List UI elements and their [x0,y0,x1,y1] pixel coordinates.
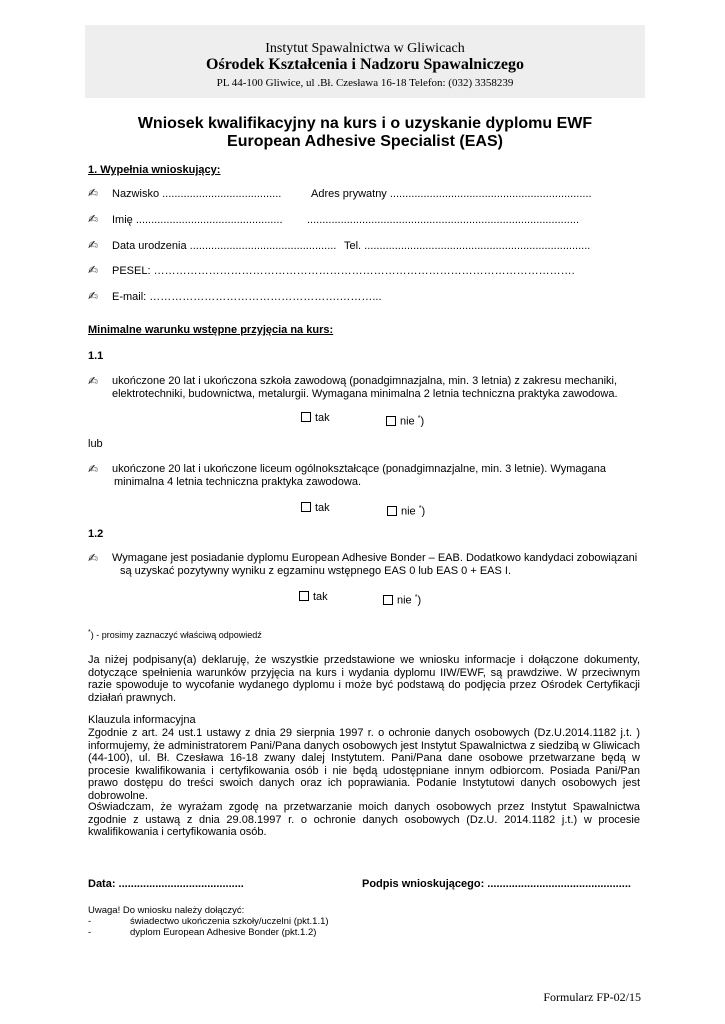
attachment-item-2: dyplom European Adhesive Bonder (pkt.1.2) [130,927,317,938]
address-continuation-field[interactable]: ......................................................................................... [307,214,579,226]
option-3-no-checkbox[interactable] [383,591,421,608]
form-title: Wniosek kwalifikacyjny na kurs i o uzyskanie dyplomu EWF [137,115,593,132]
pen-icon: ✍ [88,263,99,277]
no-suffix: ) [421,505,426,518]
attachment-bullet: - [88,927,92,938]
org-name: Instytut Spawalnictwa w Gliwicach [265,41,465,56]
option-1-no-checkbox[interactable] [386,412,424,429]
option-2-no-checkbox[interactable] [387,502,425,519]
attachment-item-1: świadectwo ukończenia szkoły/uczelni (pkt.1.1) [130,916,329,927]
pesel-field[interactable]: PESEL: ……………………………………………………………………………………………………. [112,265,575,277]
yes-label: tak [313,591,328,603]
no-label: nie [397,594,415,607]
birth-date-field[interactable]: Data urodzenia ................................................ [112,240,337,252]
form-number: Formularz FP-02/15 [543,990,641,1004]
date-field[interactable]: Data: ......................................... [88,878,244,890]
checkbox-icon [386,416,396,426]
footnote-marker: * [88,629,91,636]
pen-icon: ✍ [88,374,99,388]
signature-field[interactable]: Podpis wnioskującego: ............................................... [362,878,631,890]
phone-field[interactable]: Tel. .......................................................................... [344,240,591,252]
pen-icon: ✍ [88,551,99,565]
footnote-text: ) - prosimy zaznaczyć właściwą odpowiedź [90,630,262,640]
no-label: nie [400,415,418,428]
address-field[interactable]: Adres prywatny .................................................................. [311,188,592,200]
checkbox-icon [387,506,397,516]
footnote-marker: * [418,505,422,512]
option-1-line-1: ukończone 20 lat i ukończona szkoła zawodową (ponadgimnazjalna, min. 3 letnia) z zakresu mechaniki, [112,375,618,387]
no-suffix: ) [420,415,425,428]
section-1-1-label: 1.1 [88,350,104,362]
option-2-yes-checkbox[interactable] [301,502,330,515]
pen-icon: ✍ [88,289,99,303]
footnote-marker: * [414,594,418,601]
email-field[interactable]: E-mail: …………………………………………….………... [112,291,382,303]
declaration-text: Ja niżej podpisany(a) deklaruję, że wszystkie przedstawione we wniosku informacje i dołączone dokumenty, dotyczące spełnienia warunków przyjęcia na kurs i wydania dyplomu IIW/EWF, są prawdziwe. W przeciwnym razie spowoduje to wycofanie wydanego dyplomu i może być podstawą do podjęcia przez Ośrodek Certyfikacji działań prawnych. [88,654,640,704]
option-2-line-1: ukończone 20 lat i ukończone liceum ogólnokształcące (ponadgimnazjalne, min. 3 letnie). Wymagana [112,463,606,475]
center-name: Ośrodek Kształcenia i Nadzoru Spawalniczego [206,56,524,73]
clause-text: Zgodnie z art. 24 ust.1 ustawy z dnia 29 sierpnia 1997 r. o ochronie danych osobowych (Dz.U.2014.1182 j.t. ) informujemy, że administratorem Pani/Pana danych osobowych jest Instytut Spawalnictwa z siedzibą w Gliwicach (44-100), ul. Bł. Czesława 16-18 zwany dalej Instytutem. Pani/Pana dane osobowe przetwarzane będą w procesie kwalifikowania i certyfikowania osób i nie będą udostępniane innym odbiorcom. Posiada Pani/Pan prawo dostępu do treści swoich danych oraz ich poprawiania. Podanie Instytutowi danych osobowych jest dobrowolne. [88,727,640,802]
or-label: lub [88,438,103,450]
option-1-yes-checkbox[interactable] [301,412,330,425]
consent-text: Oświadczam, że wyrażam zgodę na przetwarzanie moich danych osobowych przez Instytut Spawalnictwa zgodnie z ustawą z dnia 29.08.1997 r. o ochronie danych osobowych (Dz.U. 2014.1182 j.t.) w procesie kwalifikowania i certyfikowania osób. [88,801,640,838]
org-address: PL 44-100 Gliwice, ul .Bł. Czesława 16-18 Telefon: (032) 3358239 [216,77,514,89]
option-1-line-2: elektrotechniki, budownictwa, metalurgii. Wymagana minimalna 2 letnia techniczna praktyka zawodowa. [112,388,618,400]
checkbox-icon [301,502,311,512]
checkbox-icon [301,412,311,422]
option-2-line-2: minimalna 4 letnia techniczna praktyka zawodowa. [114,476,362,488]
checkbox-icon [299,591,309,601]
pen-icon: ✍ [88,186,99,200]
option-3-line-1: Wymagane jest posiadanie dyplomu European Adhesive Bonder – EAB. Dodatkowo kandydaci zobowiązani [112,552,638,564]
section-1-2-label: 1.2 [88,528,104,540]
option-3-yes-checkbox[interactable] [299,591,328,604]
pen-icon: ✍ [88,238,99,252]
attachment-bullet: - [88,916,92,927]
attachments-heading: Uwaga! Do wniosku należy dołączyć: [88,905,245,916]
footnote-marker: * [417,415,421,422]
first-name-field[interactable]: Imię ................................................ [112,214,283,226]
yes-label: tak [315,502,330,514]
no-label: nie [401,505,419,518]
option-3-line-2: są uzyskać pozytywny wyniku z egzaminu wstępnego EAS 0 lub EAS 0 + EAS I. [120,565,511,577]
yes-label: tak [315,412,330,424]
surname-field[interactable]: Nazwisko ....................................... [112,188,282,200]
form-subtitle: European Adhesive Specialist (EAS) [227,133,503,150]
no-suffix: ) [417,594,422,607]
section-1-heading: 1. Wypełnia wnioskujący: [88,164,221,176]
requirements-heading: Minimalne warunku wstępne przyjęcia na kurs: [88,324,334,336]
footnote [88,629,262,640]
checkbox-icon [383,595,393,605]
clause-heading: Klauzula informacyjna [88,714,196,726]
pen-icon: ✍ [88,212,99,226]
pen-icon: ✍ [88,462,99,476]
